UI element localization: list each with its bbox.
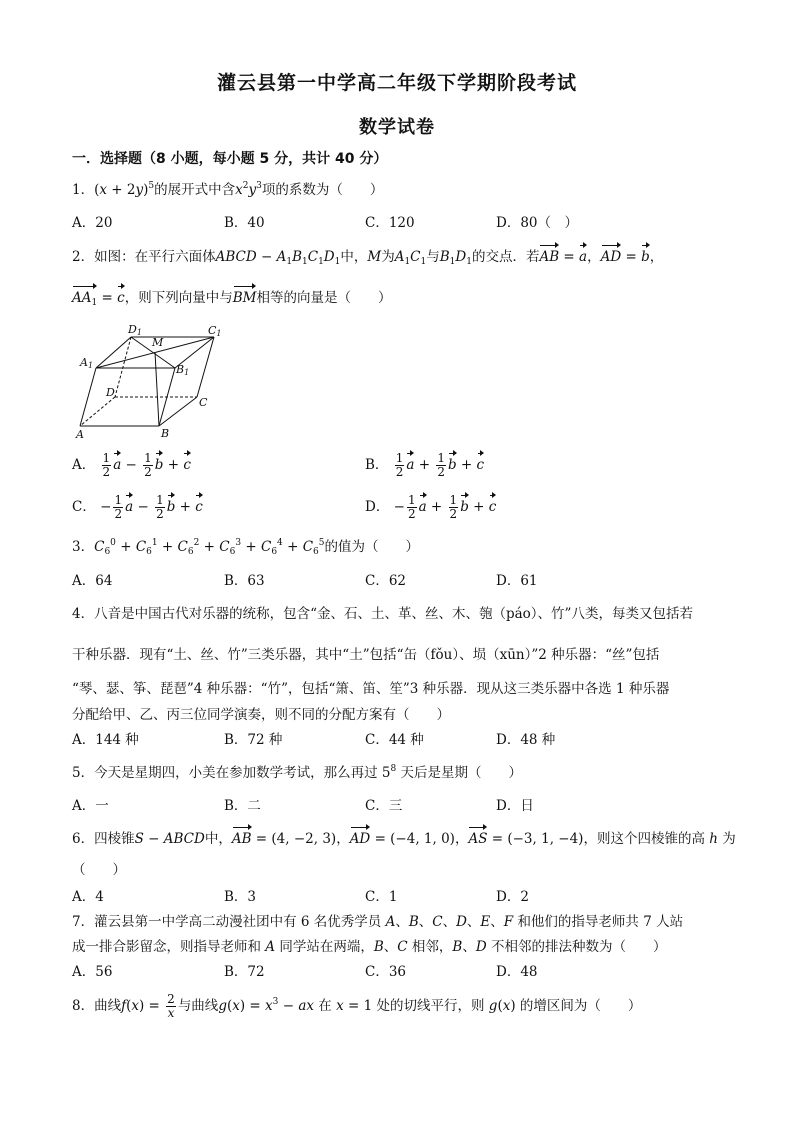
exam-title: 灌云县第一中学高二年级下学期阶段考试	[216, 72, 577, 94]
q5-option-a[interactable]: A．一	[72, 798, 109, 814]
q7-option-d[interactable]: D．48	[496, 964, 538, 980]
exam-subtitle: 数学试卷	[359, 117, 435, 138]
label-a: A	[76, 428, 84, 441]
q3-option-a[interactable]: A．64	[72, 573, 113, 589]
q4-option-b[interactable]: B．72 种	[224, 732, 283, 748]
label-a1: A1	[80, 356, 94, 370]
q6-option-b[interactable]: B．3	[224, 889, 257, 905]
question-5: 5．今天是星期四，小美在参加数学考试，那么再过 $5^8$ 天后是星期（ ）	[72, 764, 523, 781]
q5-option-b[interactable]: B．二	[224, 798, 261, 814]
question-3: 3．$C_6^0 + C_6^1 + C_6^2 + C_6^3 + C_6^4 + C_6^5$的值为（ ）	[72, 538, 419, 557]
q1-option-b[interactable]: B．40	[224, 215, 265, 231]
q3-option-d[interactable]: D．61	[496, 573, 538, 589]
parallelepiped-figure	[72, 322, 232, 442]
q4-options	[72, 730, 722, 750]
label-d1: D1	[128, 323, 142, 337]
q1-option-c[interactable]: C．120	[365, 215, 415, 231]
q6-option-c[interactable]: C．1	[365, 889, 398, 905]
q3-expression: $C_6^0 + C_6^1 + C_6^2 + C_6^3 + C_6^4 + C_6^5$	[94, 538, 325, 557]
q1-options	[72, 213, 722, 233]
label-m: M	[152, 336, 164, 349]
label-d: D	[106, 386, 115, 399]
label-b: B	[161, 427, 170, 440]
q5-option-d[interactable]: D．日	[496, 798, 534, 814]
label-c: C	[199, 396, 208, 409]
question-2-line-1: 2．如图：在平行六面体ABCD − $A_1B_1C_1D_1$中，M为$A_1C_1$与$B_1D_1$的交点．若AB = a，AD = b，	[72, 249, 664, 267]
question-6-line-2: （ ）	[72, 862, 126, 878]
q7-option-a[interactable]: A．56	[72, 964, 113, 980]
q1-option-a[interactable]: A．20	[72, 215, 113, 231]
q1-expression: $(x + 2y)^5$	[94, 181, 155, 198]
q2-option-c[interactable]: C． − $\frac{1}{2}$ a − $\frac{1}{2}$ b + c	[72, 493, 203, 521]
q6-options	[72, 887, 722, 907]
label-b1: B1	[176, 363, 190, 377]
question-4-line-4: 分配给甲、乙、丙三位同学演奏，则不同的分配方案有（ ）	[72, 707, 450, 723]
q1-option-d[interactable]: D．80（ ）	[496, 215, 579, 231]
question-7-line-1: 7．灌云县第一中学高二动漫社团中有 6 名优秀学员 A、B、C、D、E、F 和他们的指导老师共 7 人站	[72, 914, 684, 930]
question-1: 1．$(x + 2y)^5$的展开式中含$x^2y^3$项的系数为（ ）	[72, 181, 384, 198]
q2-option-d[interactable]: D． − $\frac{1}{2}$ a + $\frac{1}{2}$ b + c	[365, 493, 497, 521]
q6-option-a[interactable]: A．4	[72, 889, 104, 905]
q7-option-b[interactable]: B．72	[224, 964, 265, 980]
q3-options	[72, 571, 722, 591]
section-heading: 一．选择题（8 小题，每小题 5 分，共计 40 分）	[72, 151, 388, 167]
question-2-line-2: $AA_1 = c$，则下列向量中与BM相等的向量是（ ）	[72, 290, 392, 308]
question-4-line-1: 4．八音是中国古代对乐器的统称，包含“金、石、土、革、丝、木、匏（páo）、竹”八类，每类又包括若	[72, 606, 693, 622]
question-4-line-3: “琴、瑟、筝、琵琶”4 种乐器：“竹”，包括“箫、笛、笙”3 种乐器．现从这三类乐器中各选 1 种乐器	[72, 681, 670, 697]
q5-options	[72, 796, 722, 816]
question-8: 8．曲线f(x) = $\frac{2}{x}$ 与曲线$g(x) = x^3$ − ax 在 x = 1 处的切线平行，则 g(x) 的增区间为（ ）	[72, 992, 642, 1020]
q6-option-d[interactable]: D．2	[496, 889, 529, 905]
label-c1: C1	[208, 324, 222, 338]
q2-option-b[interactable]: B． $\frac{1}{2}$ a + $\frac{1}{2}$ b + c	[365, 451, 485, 479]
q4-option-c[interactable]: C．44 种	[365, 732, 424, 748]
question-6: 6．四棱锥S − ABCD中，AB = (4, −2, 3)，AD = (−4, 1, 0)，AS = (−3, 1, −4)，则这个四棱锥的高 h 为	[72, 831, 736, 847]
q4-option-d[interactable]: D．48 种	[496, 732, 556, 748]
q7-option-c[interactable]: C．36	[365, 964, 407, 980]
question-4-line-2: 干种乐器．现有“土、丝、竹”三类乐器，其中“土”包括“缶（fǒu）、埙（xūn）”2 种乐器：“丝”包括	[72, 647, 660, 663]
q5-option-c[interactable]: C．三	[365, 798, 403, 814]
q2-option-a[interactable]: A． $\frac{1}{2}$ a − $\frac{1}{2}$ b + c	[72, 451, 191, 479]
q3-option-b[interactable]: B．63	[224, 573, 265, 589]
q3-option-c[interactable]: C．62	[365, 573, 407, 589]
question-7-line-2: 成一排合影留念，则指导老师和 A 同学站在两端，B、C 相邻，B、D 不相邻的排法种数为（ ）	[72, 939, 667, 955]
q4-option-a[interactable]: A．144 种	[72, 732, 139, 748]
q7-options	[72, 962, 722, 982]
q1-term: $x^2y^3$	[235, 181, 262, 198]
